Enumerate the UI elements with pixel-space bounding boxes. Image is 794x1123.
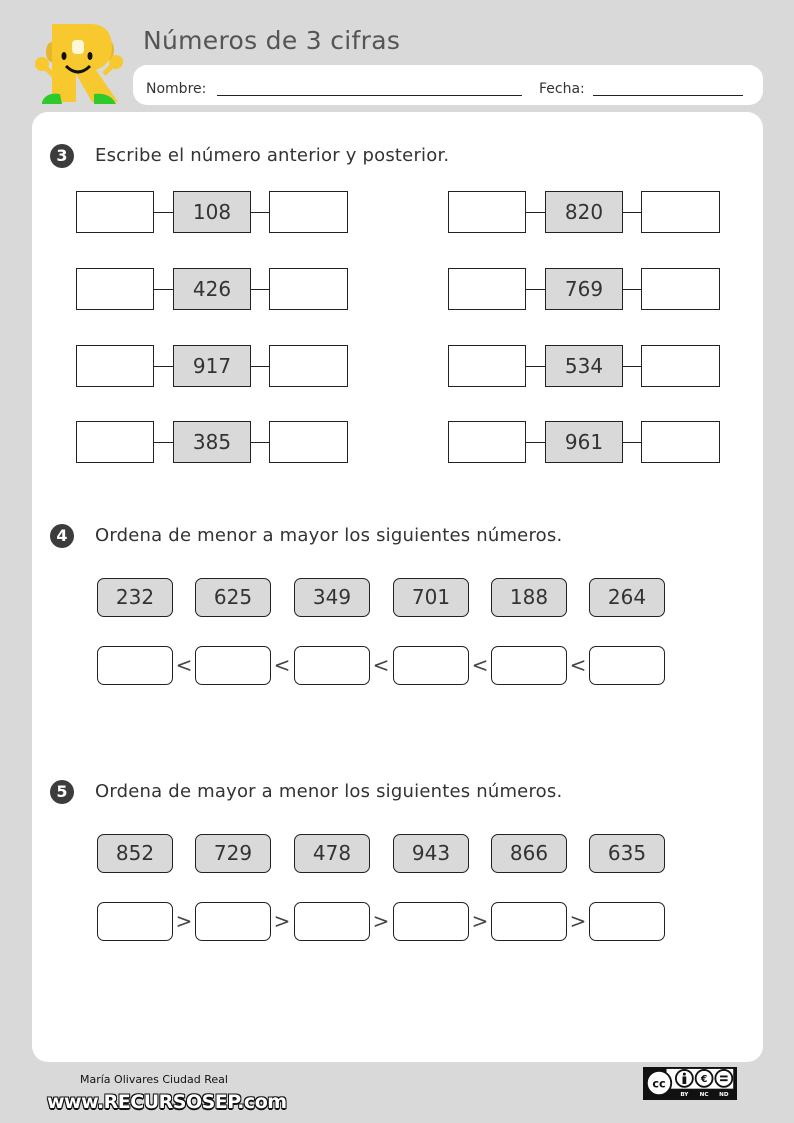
previous-number-input[interactable] <box>76 268 154 310</box>
order-answer-input[interactable] <box>195 646 271 685</box>
next-number-input[interactable] <box>641 421 720 463</box>
comparison-symbol: > <box>372 909 390 933</box>
connector-line <box>623 366 642 367</box>
connector-line <box>526 289 545 290</box>
order-answer-input[interactable] <box>393 646 469 685</box>
license-nd: ND <box>719 1092 729 1099</box>
given-number: 385 <box>173 421 251 463</box>
number-card: 264 <box>589 578 665 617</box>
author-credit: María Olivares Ciudad Real <box>80 1073 228 1086</box>
comparison-symbol: > <box>273 909 291 933</box>
order-answer-input[interactable] <box>195 902 271 941</box>
exercise-3-badge: 3 <box>50 144 74 168</box>
next-number-input[interactable] <box>269 268 348 310</box>
number-card: 866 <box>491 834 567 873</box>
number-card: 852 <box>97 834 173 873</box>
order-answer-input[interactable] <box>491 902 567 941</box>
order-answer-input[interactable] <box>589 902 665 941</box>
given-number: 820 <box>545 191 623 233</box>
number-card: 188 <box>491 578 567 617</box>
exercise-4-instruction: Ordena de menor a mayor los siguientes números. <box>95 525 563 546</box>
next-number-input[interactable] <box>641 191 720 233</box>
connector-line <box>154 212 173 213</box>
connector-line <box>251 366 270 367</box>
number-card: 625 <box>195 578 271 617</box>
connector-line <box>526 366 545 367</box>
given-number: 961 <box>545 421 623 463</box>
comparison-symbol: > <box>175 909 193 933</box>
given-number: 917 <box>173 345 251 387</box>
order-answer-input[interactable] <box>491 646 567 685</box>
next-number-input[interactable] <box>641 268 720 310</box>
svg-text:€: € <box>700 1074 708 1086</box>
website-link[interactable]: www.RECURSOSEP.com <box>47 1091 287 1113</box>
next-number-input[interactable] <box>269 345 348 387</box>
number-card: 635 <box>589 834 665 873</box>
given-number: 769 <box>545 268 623 310</box>
previous-number-input[interactable] <box>76 421 154 463</box>
previous-number-input[interactable] <box>448 191 526 233</box>
exercise-5-badge: 5 <box>50 780 74 804</box>
comparison-symbol: < <box>372 653 390 677</box>
previous-number-input[interactable] <box>448 268 526 310</box>
exercise-5-instruction: Ordena de mayor a menor los siguientes números. <box>95 781 563 802</box>
comparison-symbol: < <box>471 653 489 677</box>
connector-line <box>251 442 270 443</box>
given-number: 534 <box>545 345 623 387</box>
next-number-input[interactable] <box>269 191 348 233</box>
number-card: 943 <box>393 834 469 873</box>
connector-line <box>154 289 173 290</box>
date-field[interactable] <box>593 95 743 96</box>
comparison-symbol: > <box>569 909 587 933</box>
license-nc: NC <box>699 1092 709 1099</box>
connector-line <box>251 289 270 290</box>
given-number: 426 <box>173 268 251 310</box>
license-by: BY <box>680 1092 689 1099</box>
connector-line <box>526 212 545 213</box>
next-number-input[interactable] <box>269 421 348 463</box>
previous-number-input[interactable] <box>76 345 154 387</box>
connector-line <box>154 366 173 367</box>
page-title: Números de 3 cifras <box>143 26 401 55</box>
comparison-symbol: < <box>175 653 193 677</box>
previous-number-input[interactable] <box>76 191 154 233</box>
connector-line <box>623 442 642 443</box>
number-card: 701 <box>393 578 469 617</box>
next-number-input[interactable] <box>641 345 720 387</box>
order-answer-input[interactable] <box>97 902 173 941</box>
comparison-symbol: < <box>273 653 291 677</box>
svg-text:cc: cc <box>652 1077 666 1091</box>
order-answer-input[interactable] <box>294 646 370 685</box>
number-card: 232 <box>97 578 173 617</box>
date-label: Fecha: <box>539 81 585 97</box>
order-answer-input[interactable] <box>294 902 370 941</box>
connector-line <box>251 212 270 213</box>
name-label: Nombre: <box>146 81 207 97</box>
connector-line <box>623 212 642 213</box>
number-card: 478 <box>294 834 370 873</box>
name-date-bar <box>133 65 763 105</box>
comparison-symbol: > <box>471 909 489 933</box>
exercise-4-badge: 4 <box>50 524 74 548</box>
connector-line <box>154 442 173 443</box>
name-field[interactable] <box>217 95 522 96</box>
order-answer-input[interactable] <box>97 646 173 685</box>
order-answer-input[interactable] <box>393 902 469 941</box>
previous-number-input[interactable] <box>448 345 526 387</box>
creative-commons-license-icon <box>643 1067 737 1100</box>
comparison-symbol: < <box>569 653 587 677</box>
connector-line <box>526 442 545 443</box>
recursosep-logo <box>28 18 128 106</box>
exercise-3-instruction: Escribe el número anterior y posterior. <box>95 145 450 166</box>
connector-line <box>623 289 642 290</box>
number-card: 729 <box>195 834 271 873</box>
number-card: 349 <box>294 578 370 617</box>
previous-number-input[interactable] <box>448 421 526 463</box>
order-answer-input[interactable] <box>589 646 665 685</box>
given-number: 108 <box>173 191 251 233</box>
